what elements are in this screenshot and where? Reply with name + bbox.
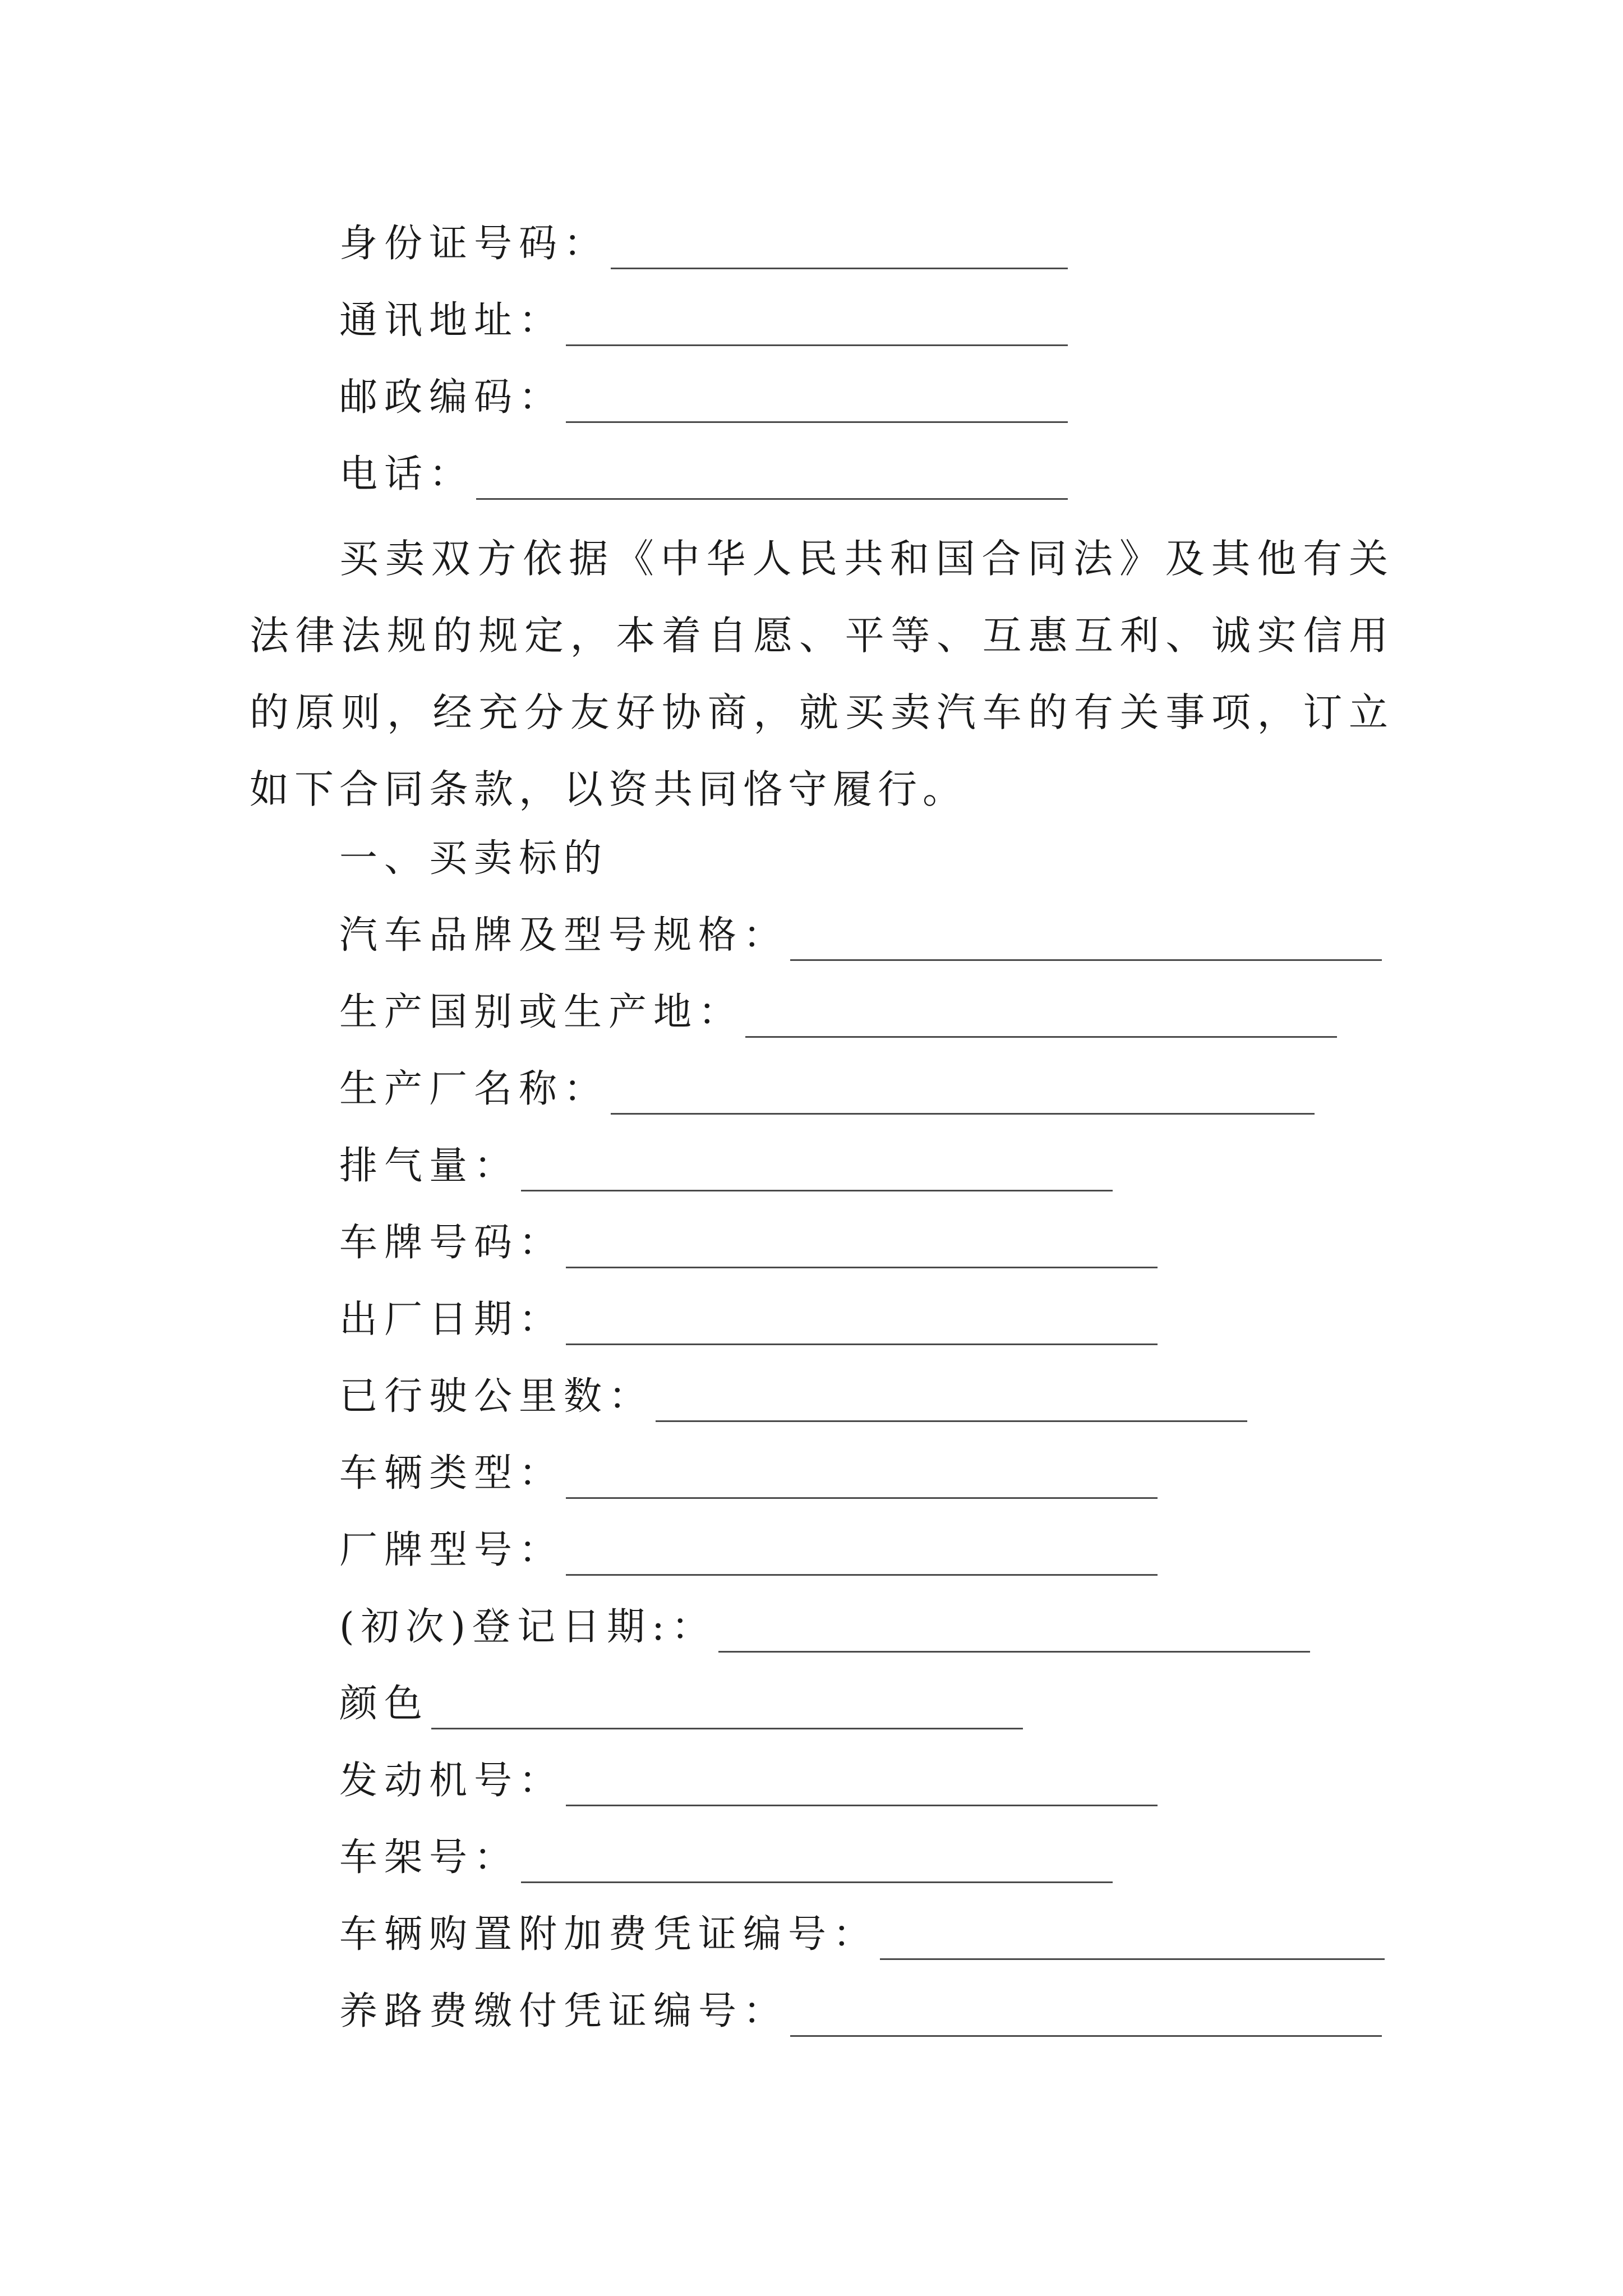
engine-number-field: 发动机号：	[339, 1756, 1158, 1806]
postcode-label: 邮政编码：	[339, 375, 564, 420]
brand-model-blank[interactable]	[790, 923, 1382, 961]
plate-number-field: 车牌号码：	[339, 1218, 1158, 1268]
vehicle-type-field: 车辆类型：	[339, 1448, 1158, 1499]
purchase-fee-voucher-field: 车辆购置附加费凭证编号：	[339, 1910, 1385, 1960]
purchase-fee-voucher-blank[interactable]	[880, 1922, 1385, 1960]
plate-number-blank[interactable]	[566, 1231, 1158, 1268]
address-blank[interactable]	[566, 309, 1068, 346]
phone-label: 电话：	[339, 452, 474, 496]
preamble-paragraph: 买卖双方依据《中华人民共和国合同法》及其他有关法律法规的规定，本着自愿、平等、互惠互利、诚实信用的原则，经充分友好协商，就买卖汽车的有关事项，订立如下合同条款，以资共同恪守履行。	[250, 536, 1394, 812]
id-number-field	[339, 219, 1068, 269]
id-number-label: 身份证号码：	[339, 222, 609, 266]
brand-model-field: 汽车品牌及型号规格：	[339, 910, 1382, 961]
manufacture-date-field: 出厂日期：	[339, 1295, 1158, 1345]
phone-field	[339, 449, 1068, 500]
vehicle-type-blank[interactable]	[566, 1461, 1158, 1499]
road-fee-voucher-blank[interactable]	[790, 1999, 1382, 2037]
address-field	[339, 296, 1068, 346]
origin-blank[interactable]	[745, 1000, 1337, 1038]
id-number-blank[interactable]	[611, 232, 1068, 269]
road-fee-voucher-field: 养路费缴付凭证编号：	[339, 1986, 1382, 2037]
vin-blank[interactable]	[521, 1846, 1113, 1883]
postcode-field	[339, 372, 1068, 423]
origin-field: 生产国别或生产地：	[339, 987, 1337, 1038]
color-field: 颜色	[339, 1679, 1023, 1729]
section-1-heading: 一、买卖标的	[339, 836, 609, 881]
postcode-blank[interactable]	[566, 385, 1068, 423]
manufacturer-blank[interactable]	[611, 1077, 1315, 1115]
vin-field: 车架号：	[339, 1833, 1113, 1883]
phone-blank[interactable]	[476, 462, 1068, 500]
mileage-field: 已行驶公里数：	[339, 1372, 1247, 1422]
registration-date-blank[interactable]	[718, 1615, 1310, 1653]
displacement-blank[interactable]	[521, 1154, 1113, 1191]
mileage-blank[interactable]	[656, 1384, 1247, 1422]
brand-type-field: 厂牌型号：	[339, 1525, 1158, 1576]
engine-number-blank[interactable]	[566, 1769, 1158, 1806]
address-label: 通讯地址：	[339, 298, 564, 343]
manufacture-date-blank[interactable]	[566, 1308, 1158, 1345]
color-blank[interactable]	[431, 1692, 1023, 1729]
manufacturer-field: 生产厂名称：	[339, 1064, 1315, 1115]
displacement-field: 排气量：	[339, 1141, 1113, 1191]
brand-type-blank[interactable]	[566, 1538, 1158, 1576]
registration-date-field: (初次)登记日期:：	[339, 1602, 1310, 1653]
